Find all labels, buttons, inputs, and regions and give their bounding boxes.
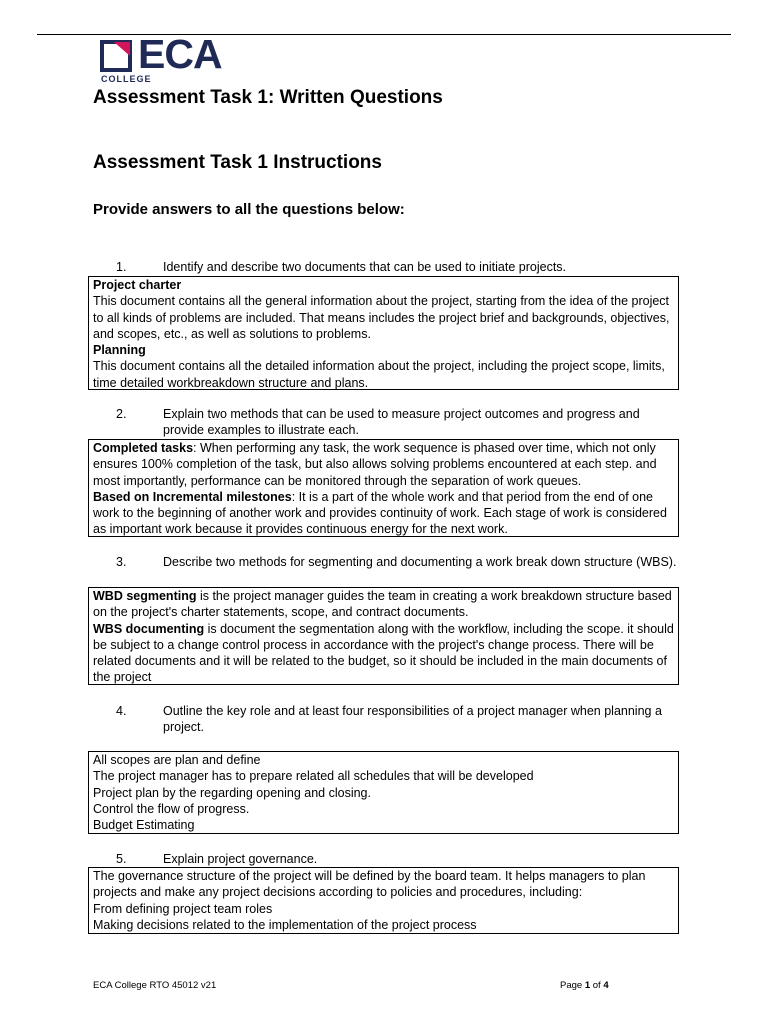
answer-box-2[interactable] xyxy=(88,439,679,537)
question-number: 5. xyxy=(116,852,127,866)
question-number: 4. xyxy=(116,704,127,718)
answer-line: From defining project team roles xyxy=(93,901,273,916)
answer-line: WBD segmenting is the project manager guides the team in creating a work breakdown structure based on the project's charter statements, scope, and contract documents. xyxy=(93,589,672,620)
answer-line: The governance structure of the project will be defined by the board team. It helps managers to plan projects and make any project decisions according to policies and procedures, including: xyxy=(93,869,646,900)
answer-line: Based on Incremental milestones: It is a part of the whole work and that period from the end of one work to the beginning of another work and provides continuity of work. Each stage of work is considered as important work because it provides continuous energy for the next work. xyxy=(93,489,667,537)
footer-rto: ECA College RTO 45012 v21 xyxy=(93,980,217,991)
instructions-heading: Assessment Task 1 Instructions xyxy=(93,152,382,173)
footer-page-number: Page 1 of 4 xyxy=(560,980,609,991)
answer-box-5[interactable] xyxy=(88,867,679,934)
answer-line: Budget Estimating xyxy=(93,818,195,833)
logo-subtitle: COLLEGE xyxy=(101,74,152,84)
answer-line: Planning xyxy=(93,343,146,358)
answer-line: The project manager has to prepare related all schedules that will be developed xyxy=(93,769,534,784)
question-number: 3. xyxy=(116,555,127,569)
answer-line: Control the flow of progress. xyxy=(93,801,250,816)
answer-line: Making decisions related to the implementation of the project process xyxy=(93,917,477,932)
question-text: Describe two methods for segmenting and documenting a work break down structure (WBS). xyxy=(163,555,677,569)
answer-line: Project charter xyxy=(93,278,182,292)
answer-line: Completed tasks: When performing any task, the work sequence is phased over time, which not only ensures 100% completion of the task, but also allows solving problems encountered at each step. and most importantly, performance can be monitored through the separation of work queues. xyxy=(93,441,657,488)
question-text: Outline the key role and at least four responsibilities of a project manager when planning a project. xyxy=(163,704,662,735)
eca-college-logo xyxy=(100,31,260,86)
answer-box-4[interactable] xyxy=(88,751,679,834)
question-text: Identify and describe two documents that can be used to initiate projects. xyxy=(163,260,567,274)
question-text: Explain project governance. xyxy=(163,852,318,866)
page-title: Assessment Task 1: Written Questions xyxy=(93,87,443,108)
question-number: 1. xyxy=(116,260,127,274)
answer-line: All scopes are plan and define xyxy=(93,753,261,767)
answer-box-3[interactable] xyxy=(88,587,679,685)
logo-wordmark: ECA xyxy=(138,31,222,77)
answer-line: This document contains all the detailed information about the project, including the project scope, limits, time detailed workbreakdown structure and plans. xyxy=(93,359,665,390)
answer-line: This document contains all the general information about the project, starting from the idea of the project to all kinds of problems are included. That means includes the project brief and backgrounds, objectives, and scopes, etc., as well as solutions to problems. xyxy=(93,294,670,341)
question-text: Explain two methods that can be used to measure project outcomes and progress and provide examples to illustrate each. xyxy=(163,407,640,438)
answer-line: Project plan by the regarding opening and closing. xyxy=(93,785,371,800)
answer-box-1[interactable] xyxy=(88,276,679,390)
question-number: 2. xyxy=(116,407,127,421)
eca-logo-mark-icon xyxy=(100,40,136,72)
instructions-prompt: Provide answers to all the questions below: xyxy=(93,201,405,218)
answer-line: WBS documenting is document the segmentation along with the workflow, including the scope. it should be subject to a change control process in accordance with the project's change process. There will be related documents and it will be related to the budget, so it should be included in the main documents of the project xyxy=(93,621,674,685)
